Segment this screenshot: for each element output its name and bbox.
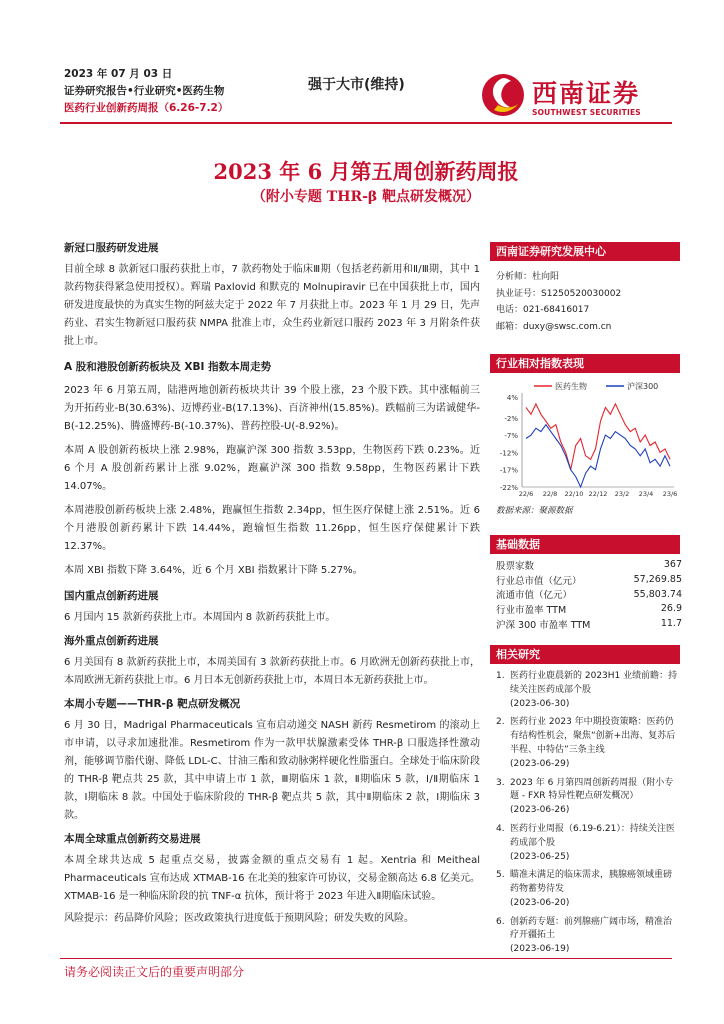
phone-number: 021-68416017 bbox=[523, 305, 590, 315]
x-tick-label: 22/8 bbox=[542, 490, 558, 498]
related-date: (2023-06-30) bbox=[510, 698, 570, 709]
paragraph: 6 月美国有 8 款新药获批上市，本周美国有 3 款新药获批上市。6 月欧洲无创新药获批上市，本周欧洲无新药获批上市。6 月日本无创新药获批上市，本周日本无新药获批上市。 bbox=[64, 657, 480, 686]
phone-label: 电话： bbox=[496, 305, 524, 315]
section-heading: 新冠口服药研发进展 bbox=[64, 242, 159, 254]
legend-label: 医药生物 bbox=[555, 382, 587, 391]
legend-label: 沪深300 bbox=[627, 382, 659, 391]
chart-lines bbox=[526, 404, 670, 487]
paragraph: 6 月 30 日，Madrigal Pharmaceuticals 宣布启动递交 NASH 新药 Resmetirom 的滚动上市申请，以寻求加速批准。Resmetirom 作为一款甲状腺激素受体 THR-β 口服选择性激动剂，能够调节脂代谢、降低 LDL-C、甘油三酯和致动脉粥样硬化性脂蛋白。全球处于临床阶段的 THR-β 靶点共 25 款，其中申请上市 1 款，Ⅲ期临床 1 款，Ⅱ期临床 5 款，Ⅰ/Ⅱ期临床 1 款，Ⅰ期临床 8 款。中国处于临床阶段的 THR-β 靶点共 5 款，其中Ⅱ期临床 2 款，Ⅰ期临床 3 款。 bbox=[64, 720, 480, 821]
related-title: 医药行业鹿晨新的 2023H1 业绩前瞻：持续关注医药成部个股 bbox=[510, 670, 678, 695]
x-tick-label: 23/6 bbox=[662, 490, 678, 498]
basic-data-value: 55,803.74 bbox=[633, 588, 682, 600]
main-column bbox=[64, 240, 480, 928]
cert-number: S1250520030002 bbox=[541, 288, 622, 299]
related-index: 4. bbox=[496, 823, 505, 834]
paragraph: 6 月国内 15 款新药获批上市。本周国内 8 款新药获批上市。 bbox=[64, 612, 336, 623]
related-body bbox=[510, 670, 680, 711]
rating: 强于大市(维持) bbox=[308, 77, 405, 93]
x-tick-label: 23/2 bbox=[614, 490, 630, 498]
basic-data-value: 367 bbox=[663, 559, 682, 571]
related-index: 2. bbox=[496, 717, 505, 728]
related-index: 6. bbox=[496, 916, 505, 927]
related-date: (2023-06-19) bbox=[510, 944, 570, 955]
basic-data-row bbox=[496, 602, 682, 617]
related-index: 5. bbox=[496, 870, 505, 881]
related-item[interactable] bbox=[496, 716, 680, 771]
basic-data-label: 行业总市值（亿元） bbox=[496, 575, 582, 587]
y-tick-label: 4% bbox=[506, 394, 518, 402]
related-item[interactable] bbox=[496, 670, 680, 711]
related-title: 瞄准未满足的临床需求，胰腺癌领域重磅药物蓄势待发 bbox=[510, 870, 673, 895]
analyst-name: 杜向阳 bbox=[532, 272, 560, 282]
basic-data-label: 流通市值（亿元） bbox=[496, 590, 573, 602]
related-date: (2023-06-26) bbox=[510, 805, 570, 816]
basic-data-label: 沪深 300 市盈率 TTM bbox=[496, 619, 591, 631]
related-body bbox=[510, 777, 680, 818]
paragraph: 2023 年 6 月第五周，陆港两地创新药板块共计 39 个股上涨，23 个股下跌。其中涨幅前三为开拓药业-B(30.63%)、迈博药业-B(17.13%)、百济神州(15.85%)。跌幅前三为诺诚健华-B(-12.25%)、腾盛博药-B(-10.37%)、普药控股-U(-8.92%)。 bbox=[64, 385, 480, 432]
paragraph: 本周 A 股创新药板块上涨 2.98%，跑赢沪深 300 指数 3.53pp，生物医药下跌 0.23%。近 6 个月 A 股创新药累计上涨 9.02%，跑赢沪深 300 指数 9.58pp，生物医药累计下跌 14.07%。 bbox=[64, 445, 480, 492]
section-topic bbox=[64, 696, 480, 825]
section-market bbox=[64, 359, 480, 580]
related-title: 创新药专题：前列腺癌广阔市场，精准治疗开疆拓土 bbox=[510, 916, 673, 941]
section-overseas bbox=[64, 633, 480, 690]
related-list bbox=[490, 670, 680, 957]
chart-legend bbox=[534, 381, 658, 391]
paragraph: 本周全球共达成 5 起重点交易，披露金额的重点交易有 1 起。Xentria 和 Meitheal Pharmaceuticals 宣布达成 XTMAB-16 在北美的独家许可协议，交易金额高达 6.8 亿美元。XTMAB-16 是一种临床阶段的抗 TNF-α 抗体，预计将于 2023 年进入Ⅱ期临床试验。 bbox=[64, 855, 480, 902]
related-band: 相关研究 bbox=[490, 645, 680, 664]
related-date: (2023-06-25) bbox=[510, 851, 570, 862]
logo-mark-icon bbox=[480, 72, 526, 118]
footer-notice: 请务必阅读正文后的重要声明部分 bbox=[64, 965, 245, 979]
related-title: 医药行业 2023 年中期投资策略：医药仍有结构性机会，聚焦“创新+出海、复苏后半程、中特估”三条主线 bbox=[510, 717, 676, 755]
basic-data-row bbox=[496, 616, 682, 631]
y-tick-label: -22% bbox=[499, 484, 518, 492]
section-domestic bbox=[64, 588, 480, 627]
logo-en: SOUTHWEST SECURITIES bbox=[532, 108, 641, 117]
page-subtitle: （附小专题 THR-β 靶点研发概况） bbox=[251, 189, 481, 205]
related-body bbox=[510, 716, 680, 771]
basic-data-row bbox=[496, 558, 682, 573]
basic-data-label: 股票家数 bbox=[496, 560, 535, 572]
footer-rule bbox=[60, 958, 672, 959]
related-item[interactable] bbox=[496, 823, 680, 864]
paragraph: 目前全球 8 款新冠口服药获批上市，7 款药物处于临床Ⅲ期（包括老药新用和Ⅱ/Ⅲ期，其中 1 款药物获得紧急使用授权）。辉瑞 Paxlovid 和默克的 Molnupiravir 已在中国获批上市，国内研发进度最快的为真实生物的阿兹夫定于 2022 年 7 月获批上市。2023 年 1 月 29 日，先声药业、君实生物新冠口服药获 NMPA 批准上市，众生药业新冠口服药 2023 年 3 月附条件获批上市。 bbox=[64, 264, 480, 347]
report-date: 2023 年 07 月 03 日 bbox=[64, 68, 173, 80]
related-title: 2023 年 6 月第四周创新药周报（附小专题 - FXR 特异性靶点研发概况） bbox=[510, 777, 674, 802]
section-deals bbox=[64, 831, 480, 928]
section-heading: 海外重点创新药进展 bbox=[64, 635, 159, 647]
header-rule bbox=[60, 122, 672, 124]
related-body bbox=[510, 916, 680, 957]
analyst-info bbox=[490, 271, 680, 334]
report-type: 证券研究报告•行业研究•医药生物 bbox=[64, 85, 225, 97]
related-item[interactable] bbox=[496, 869, 680, 910]
paragraph: 本周港股创新药板块上涨 2.48%，跑赢恒生指数 2.34pp，恒生医疗保健上涨 2.51%。近 6 个月港股创新药累计下跌 14.44%，跑输恒生指数 11.26pp，恒生医疗保健累计下跌 12.37%。 bbox=[64, 505, 480, 552]
email-label: 邮箱： bbox=[496, 321, 524, 332]
company-logo bbox=[480, 66, 680, 122]
chart-source: 数据来源：聚源数据 bbox=[496, 506, 573, 516]
section-heading: 本周全球重点创新药交易进展 bbox=[64, 833, 201, 845]
x-tick-label: 22/12 bbox=[588, 490, 608, 498]
basic-data-value: 11.7 bbox=[660, 618, 682, 630]
x-tick-label: 23/4 bbox=[638, 490, 654, 498]
cert-label: 执业证号： bbox=[496, 288, 542, 299]
analyst-label: 分析师： bbox=[496, 272, 533, 282]
risk-note: 风险提示：药品降价风险；医改政策执行进度低于预期风险；研发失败的风险。 bbox=[64, 913, 414, 924]
related-body bbox=[510, 823, 680, 864]
relative-index-chart bbox=[490, 379, 680, 499]
basic-data-table bbox=[496, 558, 682, 631]
related-date: (2023-06-29) bbox=[510, 758, 570, 769]
chart-band: 行业相对指数表现 bbox=[490, 354, 680, 373]
email-address[interactable]: duxy@swsc.com.cn bbox=[523, 321, 612, 332]
related-index: 3. bbox=[496, 777, 505, 788]
basic-band: 基础数据 bbox=[490, 535, 680, 554]
section-heading: A 股和港股创新药板块及 XBI 指数本周走势 bbox=[64, 361, 272, 373]
basic-data-value: 26.9 bbox=[660, 603, 682, 615]
report-series: 医药行业创新药周报（6.26-7.2） bbox=[64, 102, 229, 114]
y-tick-label: -12% bbox=[499, 449, 518, 458]
y-tick-label: -2% bbox=[504, 414, 518, 423]
sidebar bbox=[490, 242, 680, 962]
related-item[interactable] bbox=[496, 777, 680, 818]
y-tick-label: -7% bbox=[504, 432, 518, 441]
basic-data-row bbox=[496, 587, 682, 602]
related-body bbox=[510, 869, 680, 910]
team-band: 西南证券研究发展中心 bbox=[490, 242, 680, 261]
section-covid bbox=[64, 240, 480, 351]
x-tick-label: 22/10 bbox=[564, 490, 584, 498]
x-tick-label: 22/6 bbox=[518, 490, 534, 498]
y-tick-label: -17% bbox=[499, 466, 518, 475]
related-title: 医药行业周报（6.19-6.21）：持续关注医药成部个股 bbox=[510, 823, 675, 848]
basic-data-row bbox=[496, 572, 682, 587]
page-title: 2023 年 6 月第五周创新药周报 bbox=[213, 159, 519, 184]
section-heading: 国内重点创新药进展 bbox=[64, 590, 159, 602]
related-date: (2023-06-20) bbox=[510, 897, 570, 908]
logo-cn: 西南证券 bbox=[532, 79, 641, 108]
section-heading: 本周小专题——THR-β 靶点研发概况 bbox=[64, 698, 241, 710]
basic-data-value: 57,269.85 bbox=[633, 574, 682, 586]
related-index: 1. bbox=[496, 670, 505, 681]
related-item[interactable] bbox=[496, 916, 680, 957]
paragraph: 本周 XBI 指数下降 3.64%，近 6 个月 XBI 指数累计下降 5.27%。 bbox=[64, 565, 363, 576]
basic-data-label: 行业市盈率 TTM bbox=[496, 604, 567, 616]
